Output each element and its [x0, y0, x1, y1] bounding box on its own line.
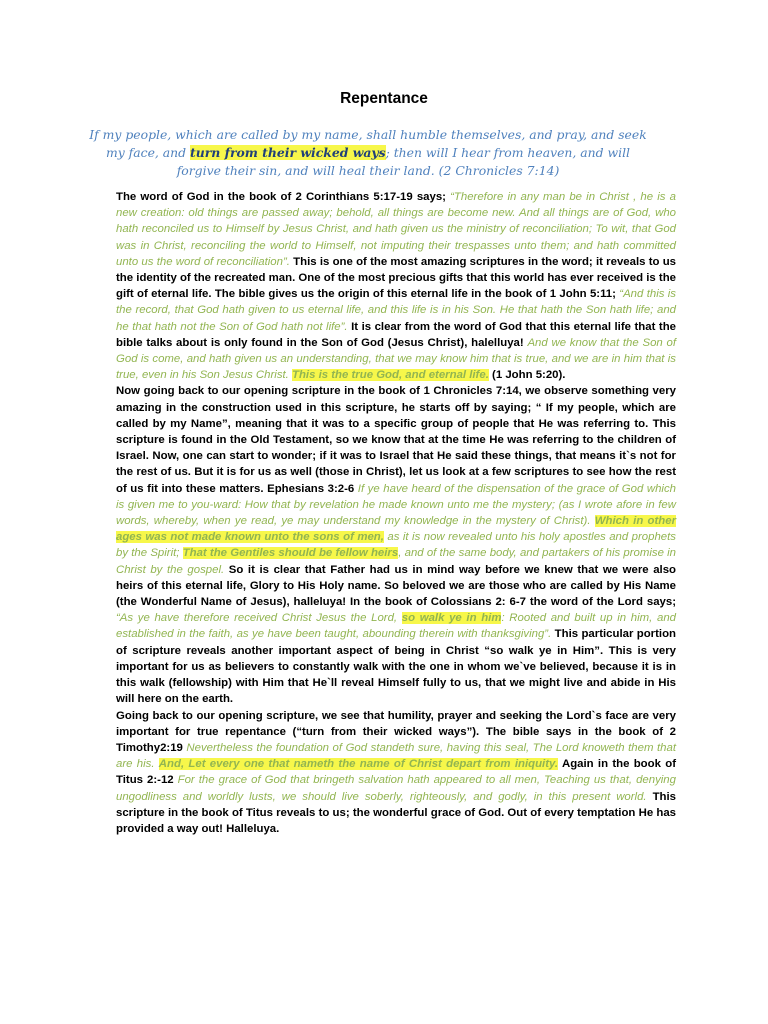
epigraph-verse	[88, 126, 648, 180]
p2-quote-3: , and of the same body, and partakers of his promise in Christ by the gospel.	[116, 547, 676, 576]
p1-quote-1: “Therefore in any man be in Christ , he is a new creation: old things are passed away; behold, all things are become new. And all things are of God, who hath reconciled us to Himself by Jesus Christ, and hath given us the ministry of reconciliation; To wit, that God was in Christ, reconciling the world to Himself, not imputing their trespasses unto them; and hath committed unto us the word of reconciliation”.	[116, 191, 676, 268]
p3-quote-1: Nevertheless the foundation of God standeth sure, having this seal, The Lord knoweth them that are his.	[116, 741, 676, 771]
p2-highlight-3: so walk ye in him	[401, 612, 502, 625]
p2-highlight-2: That the Gentiles should be fellow heirs	[182, 547, 399, 560]
paragraph-3	[116, 708, 676, 838]
p1-sentence-2: This is one of the most amazing scriptures in the word; it reveals to us the identity of the recreated man. One of the most precious gifts that this world has ever received is the gift of eternal life. The bible gives us the origin of this eternal life in the book of 1 John 5:11;	[116, 255, 676, 301]
p1-sentence-1: The word of God in the book of 2 Corinthians 5:17-19 says;	[116, 191, 451, 203]
body-text	[116, 189, 676, 837]
p3-sentence-1: Going back to our opening scripture, we see that humility, prayer and seeking the Lord`s face are very important for true repentance (“turn from their wicked ways”). The bible says in the book of 2 Timothy2:19	[116, 709, 676, 754]
p1-highlight-1: This is the true God, and eternal life.	[292, 369, 489, 382]
p1-sentence-3: It is clear from the word of God that this eternal life that the bible talks about is only found in the Son of God (Jesus Christ), halelluya!	[116, 320, 676, 349]
epigraph-text-start: If my people, which are called by my name, shall humble themselves, and pray, and seek my face, and	[89, 127, 647, 160]
paragraph-1	[116, 189, 676, 383]
p2-sentence-3: This particular portion of scripture reveals another important aspect of being in Christ “so walk ye in Him”. This is very important for us as believers to constantly walk with the one in whom we`ve believed, because it is in this walk (fellowship) with Him that He`ll reveal Himself fully to us, that we might live and abide in His will here on the earth.	[116, 628, 676, 706]
p2-highlight-1: Which in other ages was not made known unto the sons of men,	[116, 515, 676, 544]
p3-sentence-3: This scripture in the book of Titus reveals to us; the wonderful grace of God. Out of every temptation He has provided a way out! Halleluya.	[116, 790, 676, 835]
p3-sentence-2: Again in the book of Titus 2:-12	[116, 758, 676, 787]
p2-sentence-2: So it is clear that Father had us in mind way before we knew that we were also heirs of this eternal life, Glory to His Holy name. So beloved we are those who are called by His Name (the Wonderful Name of Jesus), halleluya! In the book of Colossians 2: 6-7 the word of the Lord says;	[116, 563, 677, 609]
p1-quote-3: And we know that the Son of God is come, and hath given us an understanding, that we may know him that is true, and we are in him that is true, even in his Son Jesus Christ.	[116, 336, 676, 382]
p2-quote-1: If ye have heard of the dispensation of the grace of God which is given me to you-ward: How that by revelation he made known unto me the mystery; (as I wrote afore in few words, whereby, when ye read, ye may understand my knowledge in the mystery of Christ).	[116, 482, 676, 528]
p2-sentence-1: Now going back to our opening scripture in the book of 1 Chronicles 7:14, we observe something very amazing in the construction used in this scripture, he starts off by saying; “ If my people, which are called by my Name”, meaning that it was to a specific group of people that He was referring to. This scripture is found in the Old Testament, so we know that at the time He was referring to the children of Israel. Now, one can start to wonder; if it was to Israel that He said these things, that means it`s not for the rest of us. But it is for us as well (those in Christ), let us look at a few scriptures to see how the rest of us fit into these matters. Ephesians 3:2-6	[116, 385, 676, 495]
epigraph-text-end: ; then will I hear from heaven, and will forgive their sin, and will heal their land. (2 Chronicles 7:14)	[176, 145, 631, 178]
p1-sentence-4: (1 John 5:20).	[488, 369, 566, 382]
p1-quote-2: “And this is the record, that God hath given to us eternal life, and this life is in his Son. He that hath the Son hath life; and he that hath not the Son of God hath not life”.	[116, 288, 676, 333]
p3-quote-2: For the grace of God that bringeth salvation hath appeared to all men, Teaching us that, denying ungodliness and worldly lusts, we should live soberly, righteously, and godly, in this present world.	[116, 774, 676, 803]
p2-quote-5: : Rooted and built up in him, and established in the faith, as ye have been taught, abounding therein with thanksgiving”.	[116, 612, 676, 641]
p2-quote-2: as it is now revealed unto his holy apostles and prophets by the Spirit;	[116, 531, 676, 560]
paragraph-2	[116, 383, 676, 707]
p2-quote-4: “As ye have therefore received Christ Jesus the Lord,	[116, 612, 402, 625]
p3-highlight-1: And, Let every one that nameth the name of Christ depart from iniquity.	[158, 758, 559, 771]
epigraph-highlight: turn from their wicked ways	[190, 145, 386, 160]
page-title: Repentance	[340, 90, 428, 107]
